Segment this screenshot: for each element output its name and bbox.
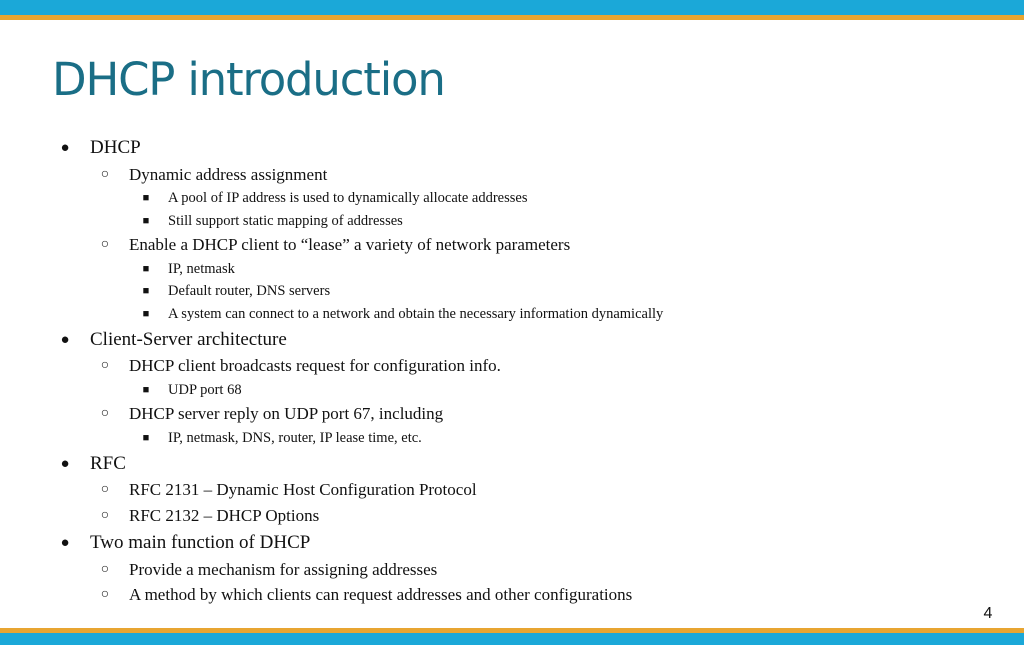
- outline-item-text: IP, netmask, DNS, router, IP lease time, etc.: [168, 430, 422, 446]
- bullet-hollow-circle: ○: [100, 587, 110, 602]
- outline-item-text: Dynamic address assignment: [129, 165, 328, 184]
- bullet-hollow-circle: ○: [100, 358, 110, 373]
- bullet-hollow-circle: ○: [100, 167, 110, 182]
- bottom-banner-blue-stripe: [0, 633, 1024, 645]
- outline-item-text: DHCP server reply on UDP port 67, including: [129, 404, 444, 423]
- page-number: 4: [983, 605, 993, 622]
- outline-item-text: UDP port 68: [168, 382, 242, 398]
- outline-item-text: RFC 2131 – Dynamic Host Configuration Protocol: [129, 480, 477, 499]
- outline-item-text: Two main function of DHCP: [90, 532, 311, 553]
- outline-item-text: Still support static mapping of addresses: [168, 213, 403, 229]
- bullet-filled-circle: ●: [60, 456, 70, 472]
- bullet-filled-circle: ●: [60, 332, 70, 348]
- slide-title: DHCP introduction: [52, 53, 445, 106]
- outline-item-text: Enable a DHCP client to “lease” a variety of network parameters: [129, 235, 571, 254]
- bullet-square: ■: [142, 308, 150, 320]
- bullet-square: ■: [142, 285, 150, 297]
- bullet-hollow-circle: ○: [100, 237, 110, 252]
- bullet-square: ■: [142, 432, 150, 444]
- bullet-filled-circle: ●: [60, 535, 70, 551]
- outline-item-text: Client-Server architecture: [90, 329, 287, 350]
- bullet-hollow-circle: ○: [100, 508, 110, 523]
- bullet-square: ■: [142, 192, 150, 204]
- bullet-hollow-circle: ○: [100, 482, 110, 497]
- outline-item-text: IP, netmask: [168, 261, 235, 277]
- bullet-hollow-circle: ○: [100, 406, 110, 421]
- outline-item-text: DHCP: [90, 137, 141, 158]
- outline-item-text: RFC 2132 – DHCP Options: [129, 506, 320, 525]
- bottom-banner: [0, 628, 1024, 645]
- outline-item-text: A method by which clients can request addresses and other configurations: [129, 585, 633, 604]
- outline-item-text: A pool of IP address is used to dynamically allocate addresses: [168, 190, 528, 206]
- outline-item-text: DHCP client broadcasts request for configuration info.: [129, 356, 501, 375]
- outline-item-text: Default router, DNS servers: [168, 283, 331, 299]
- bullet-square: ■: [142, 263, 150, 275]
- outline-item-text: RFC: [90, 453, 126, 474]
- bullet-hollow-circle: ○: [100, 562, 110, 577]
- bullet-square: ■: [142, 215, 150, 227]
- outline-item-text: A system can connect to a network and obtain the necessary information dynamically: [168, 306, 664, 322]
- outline-item-text: Provide a mechanism for assigning addresses: [129, 560, 438, 579]
- bullet-filled-circle: ●: [60, 140, 70, 156]
- bullet-square: ■: [142, 384, 150, 396]
